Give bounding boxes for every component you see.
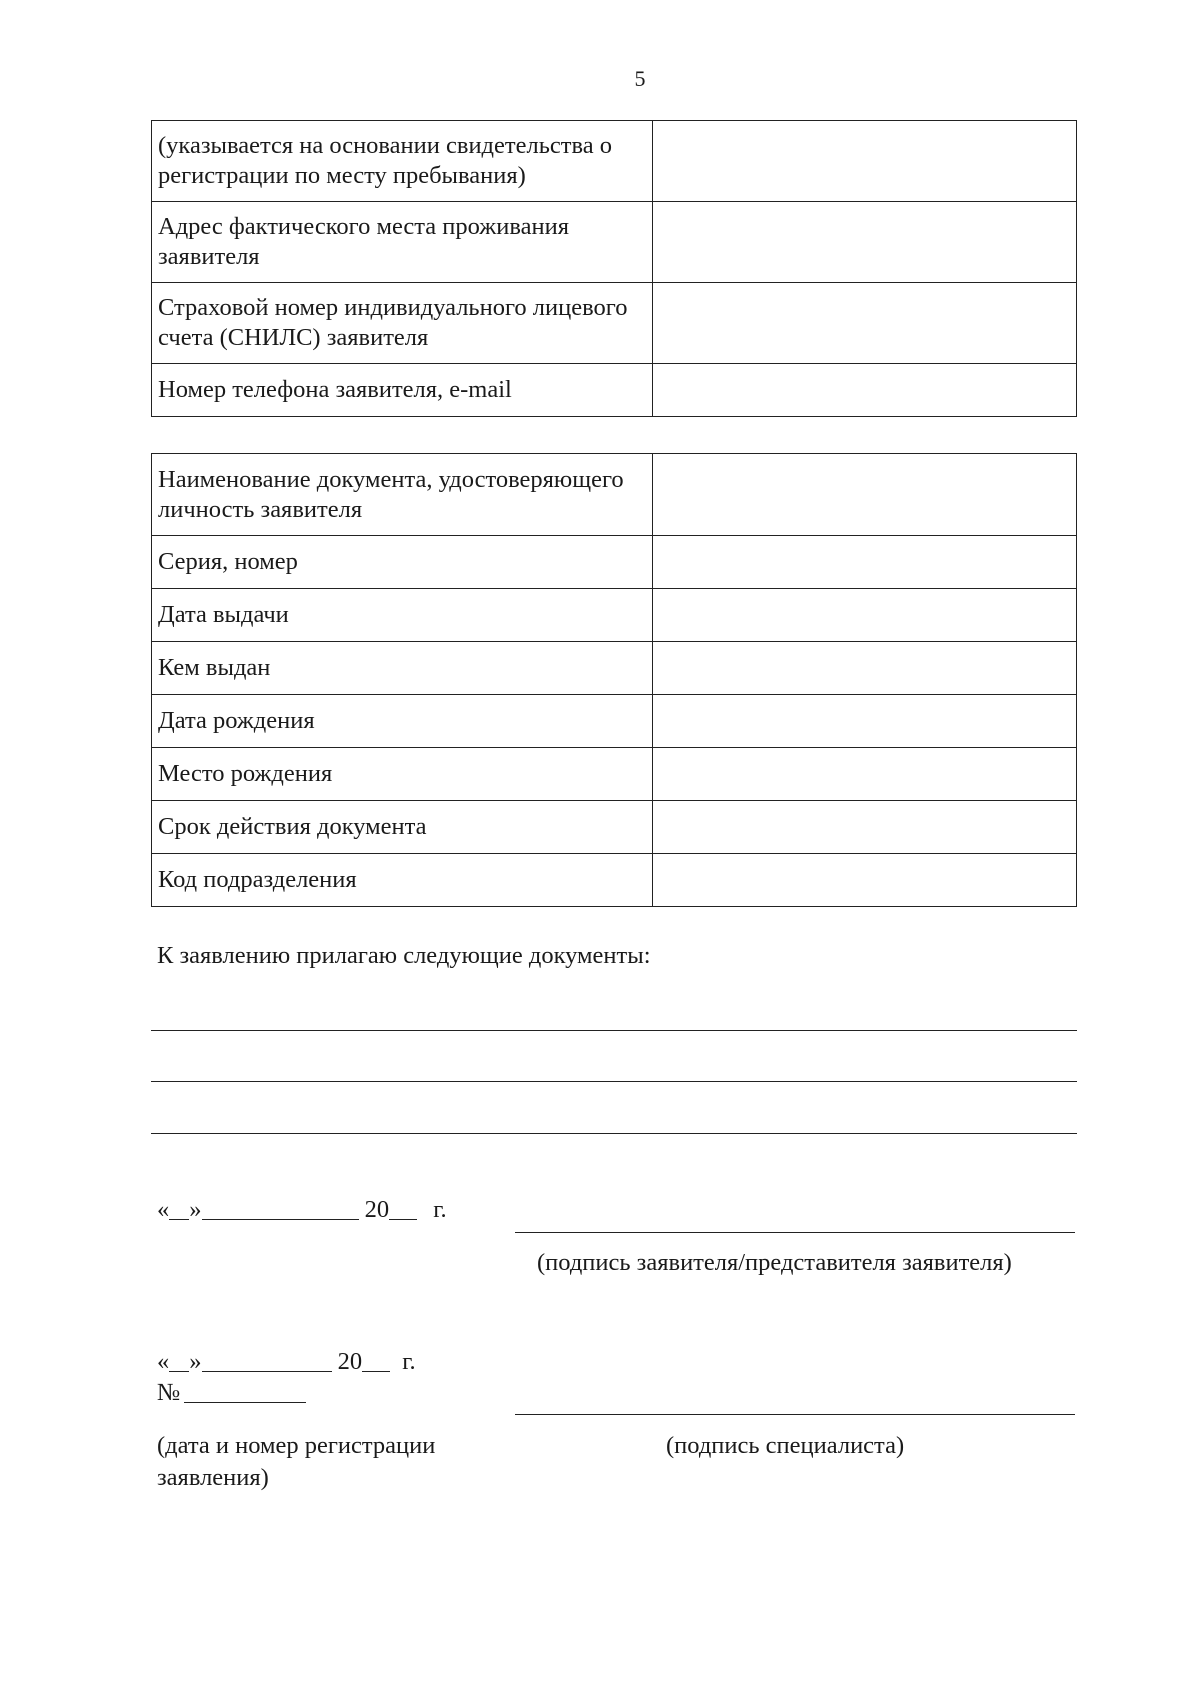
- row-label: Место рождения: [152, 748, 653, 801]
- month-blank[interactable]: [202, 1197, 359, 1220]
- table-row: [152, 589, 1077, 642]
- table-row: [152, 801, 1077, 854]
- row-label: Страховой номер индивидуального лицевого счета (СНИЛС) заявителя: [152, 283, 653, 364]
- date-close-quote: »: [189, 1196, 202, 1223]
- table-row: [152, 536, 1077, 589]
- specialist-signature-caption: (подпись специалиста): [666, 1432, 905, 1459]
- specialist-signature-line[interactable]: [515, 1414, 1075, 1415]
- applicant-signature-line[interactable]: [515, 1232, 1075, 1233]
- row-value-field[interactable]: [653, 695, 1077, 748]
- year-blank[interactable]: [362, 1349, 390, 1372]
- registration-caption: (дата и номер регистрации заявления): [157, 1432, 436, 1491]
- year-suffix: г.: [433, 1196, 447, 1223]
- row-value-field[interactable]: [653, 454, 1077, 536]
- applicant-address-table: [151, 120, 1077, 417]
- row-label: Код подразделения: [152, 854, 653, 907]
- row-value-field[interactable]: [653, 589, 1077, 642]
- table-row: [152, 202, 1077, 283]
- attachment-line-3[interactable]: [151, 1133, 1077, 1134]
- day-blank[interactable]: [169, 1197, 189, 1220]
- table-row: [152, 121, 1077, 202]
- page-number: 5: [634, 66, 646, 91]
- row-label: Наименование документа, удостоверяющего личность заявителя: [152, 454, 653, 536]
- year-blank[interactable]: [389, 1197, 417, 1220]
- row-value-field[interactable]: [653, 283, 1077, 364]
- table-row: [152, 454, 1077, 536]
- row-label: Кем выдан: [152, 642, 653, 695]
- row-value-field[interactable]: [653, 748, 1077, 801]
- table-row: [152, 748, 1077, 801]
- registration-number: [157, 1379, 306, 1407]
- row-value-field[interactable]: [653, 121, 1077, 202]
- table-row: [152, 283, 1077, 364]
- row-label: Номер телефона заявителя, e-mail: [152, 364, 653, 417]
- row-value-field[interactable]: [653, 854, 1077, 907]
- attachments-heading: К заявлению прилагаю следующие документы:: [157, 942, 651, 969]
- date-open-quote: «: [157, 1348, 170, 1375]
- row-label: Серия, номер: [152, 536, 653, 589]
- registration-date: [157, 1348, 416, 1376]
- date-close-quote: »: [189, 1348, 202, 1375]
- row-value-field[interactable]: [653, 364, 1077, 417]
- row-value-field[interactable]: [653, 801, 1077, 854]
- year-suffix: г.: [402, 1348, 416, 1375]
- number-sign: №: [157, 1379, 181, 1406]
- identity-document-table: [151, 453, 1077, 907]
- row-label: Срок действия документа: [152, 801, 653, 854]
- table-row: [152, 854, 1077, 907]
- year-prefix: 20: [364, 1196, 390, 1223]
- row-label: Дата рождения: [152, 695, 653, 748]
- table-row: [152, 642, 1077, 695]
- row-label: Адрес фактического места проживания заявителя: [152, 202, 653, 283]
- attachment-line-2[interactable]: [151, 1081, 1077, 1082]
- date-open-quote: «: [157, 1196, 170, 1223]
- row-value-field[interactable]: [653, 202, 1077, 283]
- applicant-signature-caption: (подпись заявителя/представителя заявителя): [537, 1249, 1012, 1276]
- month-blank[interactable]: [202, 1349, 332, 1372]
- table-row: [152, 695, 1077, 748]
- day-blank[interactable]: [169, 1349, 189, 1372]
- row-value-field[interactable]: [653, 642, 1077, 695]
- row-label: (указывается на основании свидетельства о регистрации по месту пребывания): [152, 121, 653, 202]
- year-prefix: 20: [337, 1348, 363, 1375]
- attachment-line-1[interactable]: [151, 1030, 1077, 1031]
- row-label: Дата выдачи: [152, 589, 653, 642]
- applicant-date: [157, 1196, 447, 1224]
- number-blank[interactable]: [184, 1380, 306, 1403]
- row-value-field[interactable]: [653, 536, 1077, 589]
- table-row: [152, 364, 1077, 417]
